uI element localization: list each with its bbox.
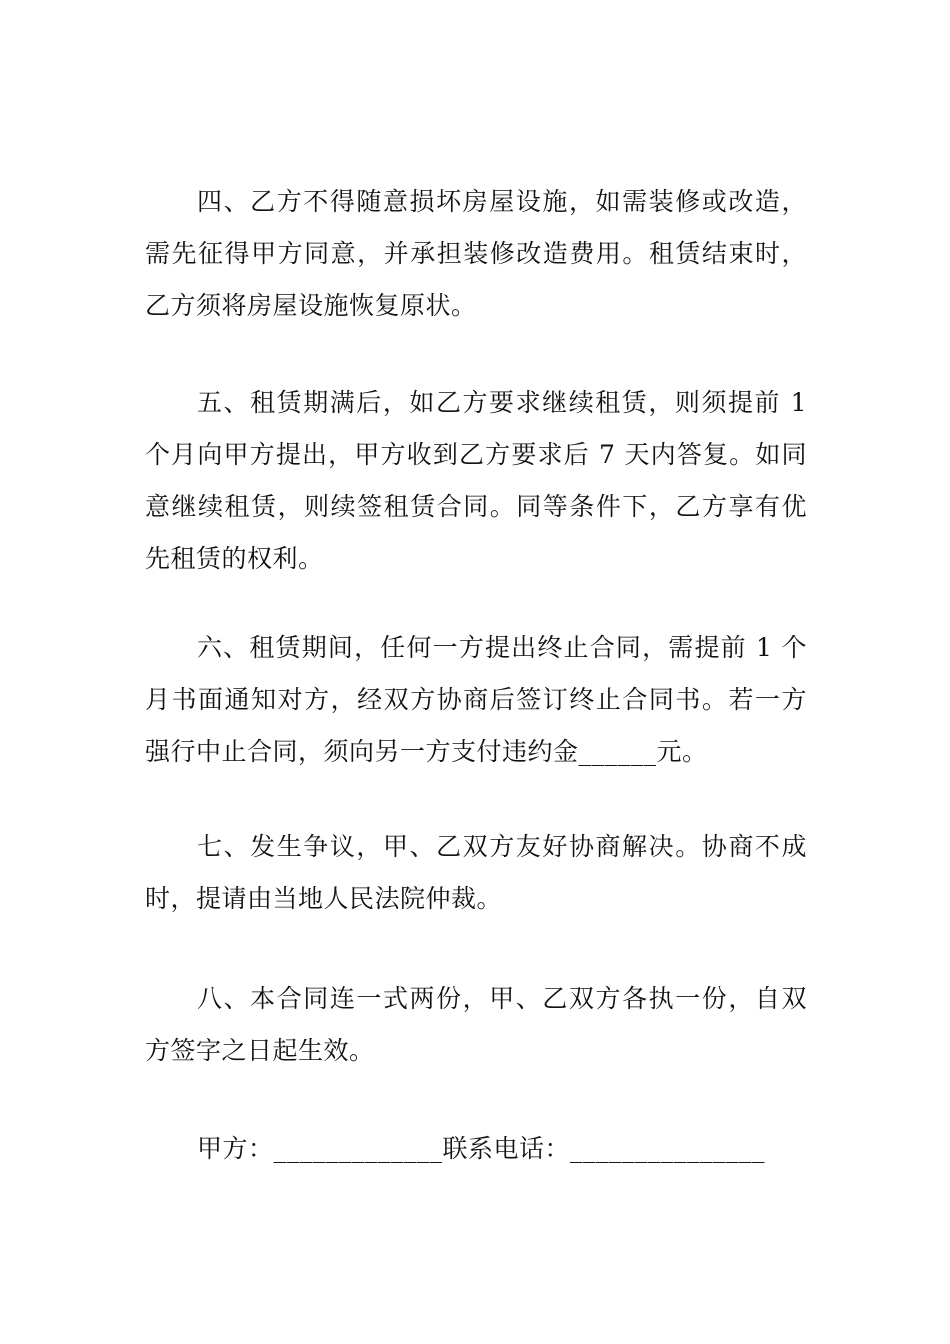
clause-5: 五、租赁期满后，如乙方要求继续租赁，则须提前 1个月向甲方提出，甲方收到乙方要求后 7 天内答复。如同意继续租赁，则续签租赁合同。同等条件下，乙方享有优先租赁的权利。 bbox=[145, 388, 807, 573]
clause-8: 八、本合同连一式两份，甲、乙双方各执一份，自双方签字之日起生效。 bbox=[145, 984, 807, 1065]
clause-4: 四、乙方不得随意损坏房屋设施，如需装修或改造，需先征得甲方同意，并承担装修改造费用。租赁结束时，乙方须将房屋设施恢复原状。 bbox=[145, 187, 807, 320]
signature-line: 甲方：_____________联系电话：_______________ bbox=[197, 1134, 766, 1163]
clause-6: 六、租赁期间，任何一方提出终止合同，需提前 1 个月书面通知对方，经双方协商后签订终止合同书。若一方强行中止合同，须向另一方支付违约金______元。 bbox=[145, 633, 807, 766]
clause-7: 七、发生争议，甲、乙双方友好协商解决。协商不成时，提请由当地人民法院仲裁。 bbox=[145, 832, 807, 913]
